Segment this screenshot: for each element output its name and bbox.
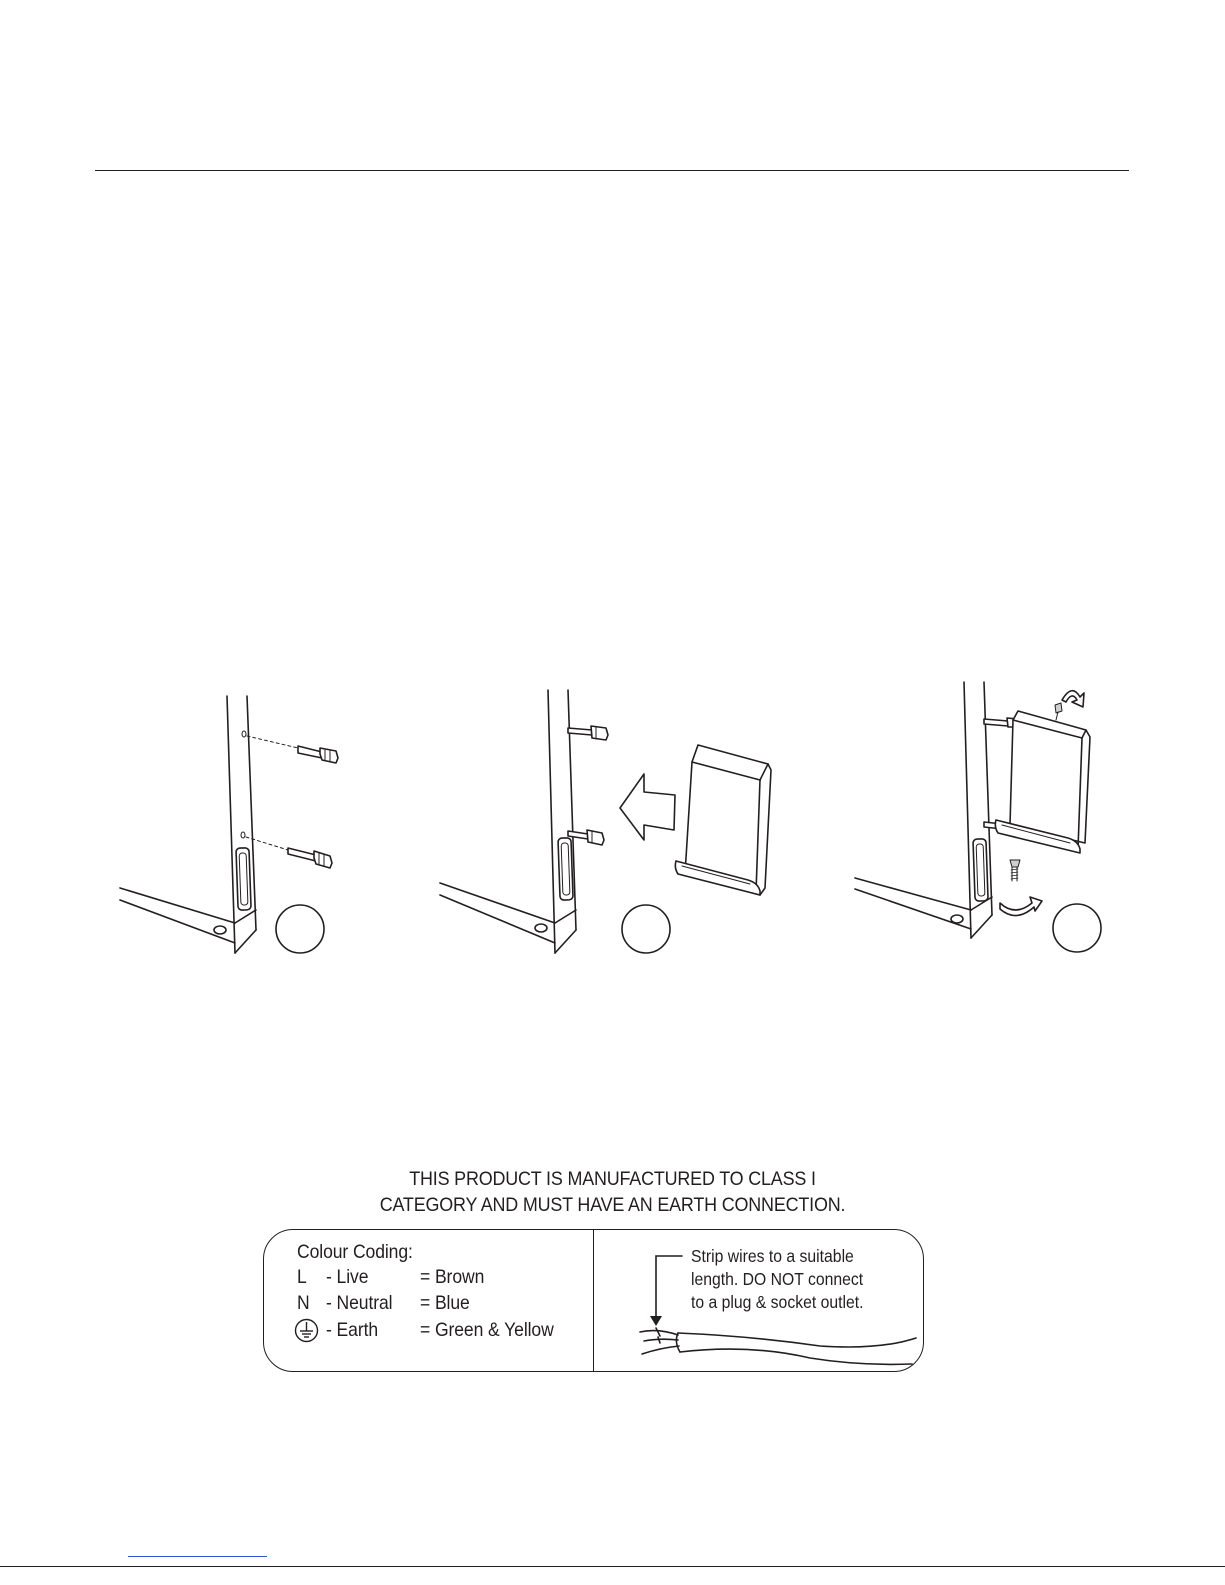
rotate-arrow-top xyxy=(1062,691,1084,707)
leader-line xyxy=(656,1256,682,1320)
leader-arrowhead xyxy=(650,1316,662,1326)
live-label: - Live xyxy=(326,1266,369,1288)
bottom-screw xyxy=(1010,860,1020,881)
step-1-illustration xyxy=(110,688,360,968)
step-3-number-circle xyxy=(1053,904,1101,952)
wiring-note-line-3: to a plug & socket outlet. xyxy=(691,1292,864,1312)
frame-base-rail xyxy=(855,878,992,929)
footer-link-underline[interactable] xyxy=(128,1556,267,1557)
frame-slot xyxy=(973,839,988,901)
stripped-cable-illustration xyxy=(600,1240,920,1370)
cable-sheath-top xyxy=(678,1333,916,1347)
mounting-hole-lower xyxy=(241,832,245,838)
frame-slot xyxy=(558,838,573,900)
frame-slot xyxy=(236,848,251,910)
step-2-illustration xyxy=(430,688,790,968)
warning-line-2: CATEGORY AND MUST HAVE AN EARTH CONNECTION. xyxy=(379,1194,846,1216)
mounting-hole-upper xyxy=(242,731,246,737)
cable-sheath-bottom xyxy=(680,1349,912,1364)
colour-coding-title: Colour Coding: xyxy=(297,1241,413,1263)
earth-colour: = Green & Yellow xyxy=(420,1319,554,1341)
wire-3 xyxy=(642,1346,679,1354)
warning-line-1: THIS PRODUCT IS MANUFACTURED TO CLASS I xyxy=(409,1168,816,1190)
direction-arrow xyxy=(620,774,675,840)
earth-ground-icon xyxy=(294,1318,319,1343)
step-2-number-circle xyxy=(622,905,670,953)
earth-warning xyxy=(0,1166,1225,1218)
neutral-letter: N xyxy=(297,1292,310,1314)
panel-divider xyxy=(593,1230,594,1371)
footer-divider xyxy=(0,1566,1225,1567)
earth-label: - Earth xyxy=(326,1319,379,1341)
frame-upright xyxy=(227,696,256,953)
top-screw xyxy=(1055,703,1062,720)
frame-base-rail xyxy=(120,888,256,943)
neutral-label: - Neutral xyxy=(326,1292,393,1314)
step-1-number-circle xyxy=(276,905,324,953)
live-letter: L xyxy=(297,1266,307,1288)
live-colour: = Brown xyxy=(420,1266,485,1288)
wire-2 xyxy=(644,1339,678,1341)
stud-bolt-upper xyxy=(568,726,608,740)
wiring-note-line-1: Strip wires to a suitable xyxy=(691,1246,854,1266)
rotate-arrow-bottom xyxy=(1000,897,1042,916)
step-3-illustration xyxy=(850,675,1130,970)
stud-bolt-upper xyxy=(298,746,338,763)
mounted-shelf-bracket xyxy=(995,711,1090,853)
neutral-colour: = Blue xyxy=(420,1292,470,1314)
stud-bolt-lower xyxy=(288,848,332,868)
shelf-bracket xyxy=(675,745,771,895)
frame-base-rail xyxy=(440,883,576,943)
wiring-note-line-2: length. DO NOT connect xyxy=(691,1269,864,1289)
header-divider xyxy=(95,170,1129,171)
